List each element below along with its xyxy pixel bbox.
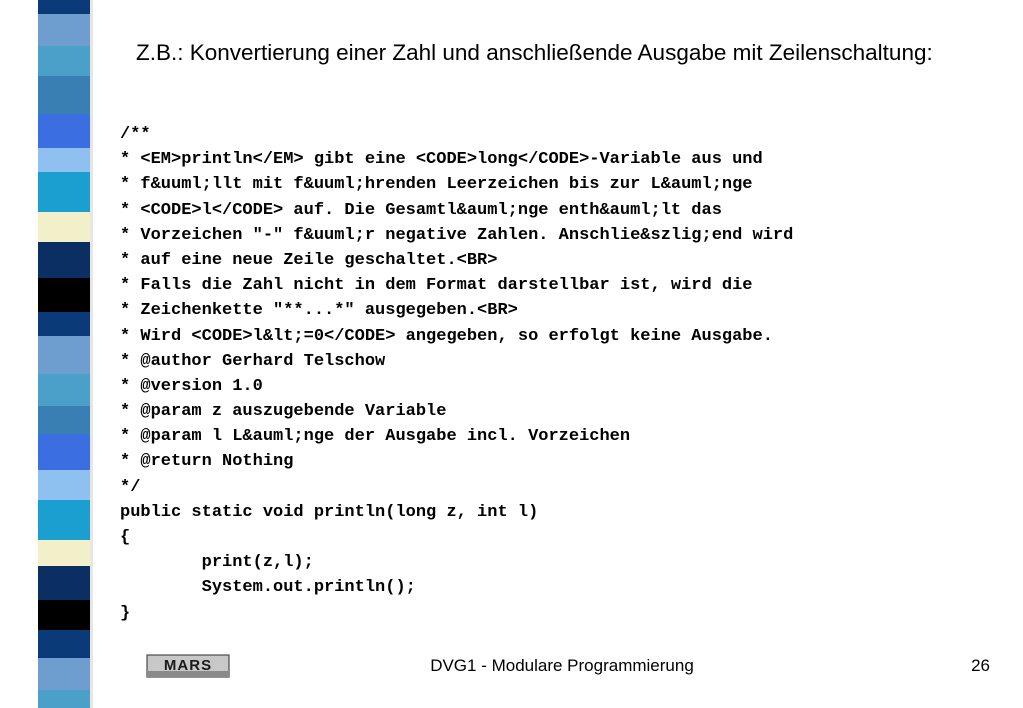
stripe-segment: [38, 14, 90, 46]
code-line: * <EM>println</EM> gibt eine <CODE>long</CODE>-Variable aus und: [120, 150, 763, 170]
stripe-segment: [38, 114, 90, 148]
stripe-segment: [38, 312, 90, 336]
mars-logo: [146, 652, 230, 680]
slide-title: Z.B.: Konvertierung einer Zahl und anschließende Ausgabe mit Zeilenschaltung:: [136, 40, 933, 65]
stripe-segment: [38, 600, 90, 630]
stripe-segment: [38, 76, 90, 114]
stripe-segment: [38, 172, 90, 212]
logo-text: MARS: [163, 657, 213, 674]
stripe-segment: [38, 500, 90, 540]
stripe-segment: [38, 470, 90, 500]
stripe-segment: [38, 630, 90, 658]
code-line: * f&uuml;llt mit f&uuml;hrenden Leerzeichen bis zur L&auml;nge: [120, 175, 753, 195]
code-line: */: [120, 477, 141, 497]
code-line: * auf eine neue Zeile geschaltet.<BR>: [120, 250, 498, 270]
code-line: * Wird <CODE>l&lt;=0</CODE> angegeben, so erfolgt keine Ausgabe.: [120, 326, 773, 346]
code-line: * Vorzeichen "-" f&uuml;r negative Zahlen. Anschlie&szlig;end wird: [120, 225, 794, 245]
code-line: * @return Nothing: [120, 452, 294, 472]
stripe-segment: [38, 690, 90, 708]
stripe-segment: [38, 0, 90, 14]
stripe-segment: [38, 374, 90, 406]
code-line: * @param z auszugebende Variable: [120, 402, 447, 422]
code-line: * Zeichenkette "**...*" ausgegeben.<BR>: [120, 301, 518, 321]
page-number: 26: [971, 656, 990, 675]
stripe-segment: [38, 658, 90, 690]
code-block: [120, 122, 793, 626]
decorative-stripe-bar: [0, 0, 105, 708]
code-line: System.out.println();: [120, 578, 416, 598]
stripe-segment: [38, 434, 90, 470]
code-line: * <CODE>l</CODE> auf. Die Gesamtl&auml;nge enth&auml;lt das: [120, 200, 722, 220]
footer-course-title: DVG1 - Modulare Programmierung: [430, 656, 694, 675]
stripe-segment: [38, 46, 90, 76]
stripe-segment: [38, 278, 90, 312]
code-line: /**: [120, 125, 151, 144]
code-line: public static void println(long z, int l): [120, 502, 539, 522]
stripe-segment: [38, 540, 90, 566]
stripe-segment: [38, 242, 90, 278]
stripe-edge: [90, 0, 93, 708]
stripe-segment: [38, 336, 90, 374]
code-line: * @param l L&auml;nge der Ausgabe incl. Vorzeichen: [120, 427, 631, 447]
stripe-column: [38, 0, 90, 708]
code-line: * Falls die Zahl nicht in dem Format darstellbar ist, wird die: [120, 276, 753, 296]
code-line: * @version 1.0: [120, 376, 263, 396]
stripe-segment: [38, 406, 90, 434]
code-line: {: [120, 528, 131, 547]
stripe-segment: [38, 212, 90, 242]
stripe-segment: [38, 148, 90, 172]
code-line: * @author Gerhard Telschow: [120, 351, 386, 371]
code-line: print(z,l);: [120, 553, 314, 573]
code-line: }: [120, 603, 131, 623]
stripe-segment: [38, 566, 90, 600]
